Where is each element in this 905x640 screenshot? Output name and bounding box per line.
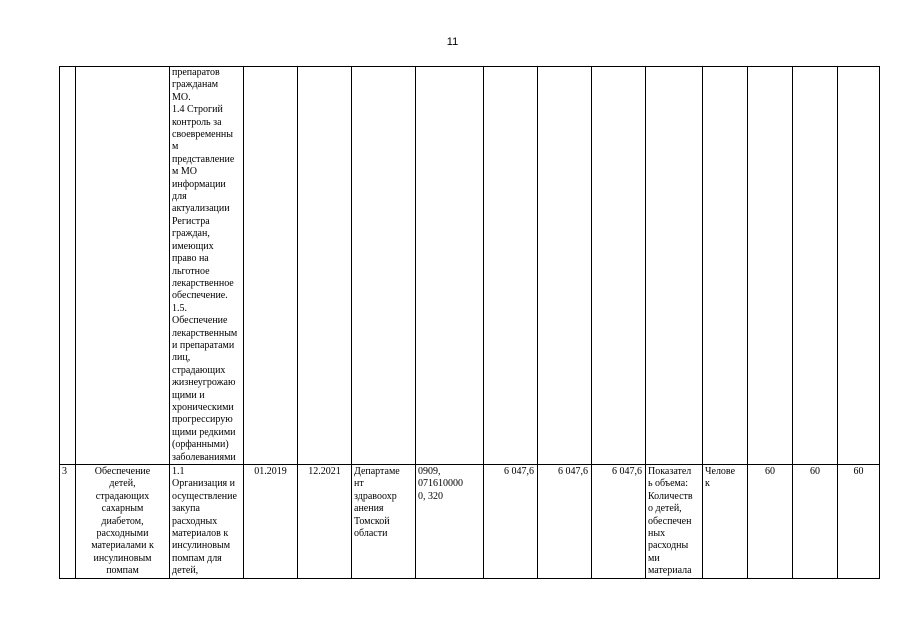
funding-cell bbox=[592, 67, 646, 465]
executor-cell bbox=[352, 67, 416, 465]
measures-cell: 1.1 Организация и осуществление закупа расходных материалов к инсулиновым помпам для детей, bbox=[170, 465, 244, 579]
value-cell bbox=[838, 67, 880, 465]
table-row bbox=[60, 67, 880, 465]
row-number-cell bbox=[60, 67, 76, 465]
indicator-cell bbox=[646, 67, 703, 465]
funding-cell: 6 047,6 bbox=[592, 465, 646, 579]
funding-cell bbox=[538, 67, 592, 465]
unit-cell: Челове к bbox=[703, 465, 748, 579]
start-date-cell bbox=[244, 67, 298, 465]
funding-cell bbox=[484, 67, 538, 465]
indicator-cell: Показател ь объема: Количеств о детей, обеспечен ных расходны ми материала bbox=[646, 465, 703, 579]
task-name-cell: Обеспечение детей, страдающих сахарным диабетом, расходными материалами к инсулиновым помпам bbox=[76, 465, 170, 579]
executor-cell: Департаме нт здравоохр анения Томской области bbox=[352, 465, 416, 579]
page-number: 11 bbox=[446, 36, 459, 48]
row-number-cell: 3 bbox=[60, 465, 76, 579]
funding-cell: 6 047,6 bbox=[538, 465, 592, 579]
value-cell: 60 bbox=[748, 465, 793, 579]
end-date-cell bbox=[298, 67, 352, 465]
task-name-cell bbox=[76, 67, 170, 465]
unit-cell bbox=[703, 67, 748, 465]
value-cell bbox=[748, 67, 793, 465]
value-cell: 60 bbox=[838, 465, 880, 579]
table-row bbox=[60, 465, 880, 579]
end-date-cell: 12.2021 bbox=[298, 465, 352, 579]
value-cell bbox=[793, 67, 838, 465]
kbk-cell: 0909, 071610000 0, 320 bbox=[416, 465, 484, 579]
value-cell: 60 bbox=[793, 465, 838, 579]
program-measures-table bbox=[59, 66, 880, 579]
start-date-cell: 01.2019 bbox=[244, 465, 298, 579]
kbk-cell bbox=[416, 67, 484, 465]
funding-cell: 6 047,6 bbox=[484, 465, 538, 579]
measures-cell: препаратов гражданам МО. 1.4 Строгий контроль за своевременны м представление м МО информации для актуализации Регистра граждан, имеющих право на льготное лекарственное обеспечение. 1.5. Обеспечение лекарственным и препаратами лиц, страдающих жизнеугрожаю щими и хроническими прогрессирую щими редкими (орфанными) заболеваниями bbox=[170, 67, 244, 465]
